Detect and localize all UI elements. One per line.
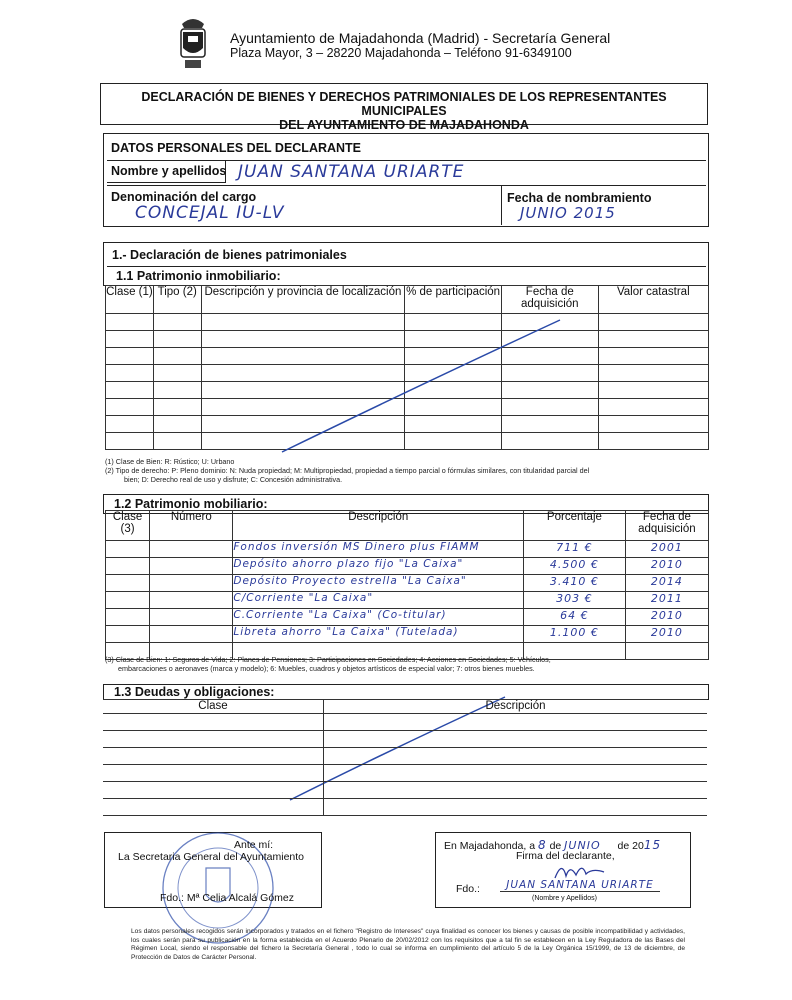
header-line2: Plaza Mayor, 3 – 28220 Majadahonda – Teléfono 91-6349100 bbox=[230, 46, 572, 60]
table-row bbox=[106, 541, 709, 558]
col-descripcion: Descripción bbox=[233, 511, 524, 541]
col-fecha: Fecha de adquisición bbox=[625, 511, 708, 541]
pct-cell: 3.410 € bbox=[524, 575, 626, 592]
table-row bbox=[106, 609, 709, 626]
fdo-label: Fdo.: bbox=[456, 883, 480, 895]
fecha-value: JUNIO 2015 bbox=[520, 204, 616, 222]
table-row bbox=[103, 748, 707, 765]
firma-label: Firma del declarante, bbox=[516, 850, 615, 862]
date-cell: 2010 bbox=[625, 609, 708, 626]
name-label: Nombre y apellidos bbox=[111, 164, 227, 178]
strike-line-1 bbox=[282, 320, 560, 452]
date-cell: 2010 bbox=[625, 626, 708, 643]
note-3: (3) Clase de Bien: 1: Seguros de Vida; 2: Planes de Pensiones; 3: Participaciones en Sociedades; 4: Acciones en Sociedades; 5: Vehículos, bbox=[105, 655, 551, 664]
date-cell: 2014 bbox=[625, 575, 708, 592]
date-de2: de 20 bbox=[617, 840, 644, 852]
footer-text: Los datos personales recogidos serán incorporados y tratados en el fichero "Registro de Intereses" cuya finalidad es conocer los bienes y causas de posible incompatibilidad y actividades, los cuales serán para su publicación en la forma establecida en el Acuerdo Plenario de 20/02/2012 con los requisitos que a tal fin se establecen en la Ley Reguladora de las Bases del Régimen Local, siendo el responsable del fichero la Secretaría General , todo lo cual se informa en cumplimiento del artículo 5 de la Ley Orgánica 15/1999, de 13 de diciembre, de Protección de Datos de Carácter Personal. bbox=[131, 928, 685, 961]
personal-heading: DATOS PERSONALES DEL DECLARANTE bbox=[111, 141, 362, 155]
date-de1: de bbox=[549, 840, 562, 852]
note-3b: embarcaciones o aeronaves (marca y modelo); 6: Muebles, cuadros y objetos artísticos de especial valor; 7: otros bienes muebles. bbox=[118, 664, 535, 673]
date-prefix: En Majadahonda, a bbox=[444, 840, 536, 852]
note-1: (1) Clase de Bien: R: Rústico; U: Urbano bbox=[105, 457, 235, 466]
pct-cell: 4.500 € bbox=[524, 558, 626, 575]
section13-heading: 1.3 Deudas y obligaciones: bbox=[114, 685, 275, 699]
pct-cell: 64 € bbox=[524, 609, 626, 626]
table-row bbox=[106, 626, 709, 643]
header-line1: Ayuntamiento de Majadahonda (Madrid) - Secretaría General bbox=[230, 30, 611, 46]
title-line2: DEL AYUNTAMIENTO DE MAJADAHONDA bbox=[279, 118, 529, 132]
pct-cell: 303 € bbox=[524, 592, 626, 609]
date-cell: 2011 bbox=[625, 592, 708, 609]
col-clase: Clase bbox=[103, 700, 324, 714]
secretaria-label: La Secretaria General del Ayuntamiento bbox=[118, 851, 305, 863]
col-porcentaje: Porcentaje bbox=[524, 511, 626, 541]
col-participacion: % de participación bbox=[405, 286, 502, 314]
table-row bbox=[103, 765, 707, 782]
col-clase: Clase (3) bbox=[106, 511, 150, 541]
desc-cell: C/Corriente "La Caixa" bbox=[233, 592, 524, 609]
cargo-value: CONCEJAL IU-LV bbox=[135, 203, 285, 223]
table-row bbox=[106, 558, 709, 575]
section1-heading: 1.- Declaración de bienes patrimoniales bbox=[112, 248, 347, 262]
date-year: 15 bbox=[643, 838, 662, 852]
fecha-label: Fecha de nombramiento bbox=[507, 191, 652, 205]
desc-cell: Depósito Proyecto estrella "La Caixa" bbox=[233, 575, 524, 592]
name-value: JUAN SANTANA URIARTE bbox=[238, 162, 465, 182]
col-clase: Clase (1) bbox=[106, 286, 154, 314]
col-fecha: Fecha de adquisición bbox=[501, 286, 598, 314]
secretaria-name: Fdo.: Mª Celia Alcalá Gómez bbox=[160, 892, 295, 904]
desc-cell: C.Corriente "La Caixa" (Co-titular) bbox=[233, 609, 524, 626]
note-2b: bien; D: Derecho real de uso y disfrute; C: Concesión administrativa. bbox=[124, 475, 343, 484]
pct-cell: 1.100 € bbox=[524, 626, 626, 643]
note-2: (2) Tipo de derecho: P: Pleno dominio: N: Nuda propiedad; M: Multipropiedad, propiedad a tiempo parcial o fórmulas similares, con titularidad parcial del bbox=[105, 466, 590, 475]
cargo-label: Denominación del cargo bbox=[111, 190, 257, 204]
desc-cell: Fondos inversión MS Dinero plus FIAMM bbox=[233, 541, 524, 558]
fdo-caption: (Nombre y Apellidos) bbox=[532, 895, 597, 902]
date-cell: 2001 bbox=[625, 541, 708, 558]
ante-mi: Ante mí: bbox=[234, 839, 274, 851]
table-row bbox=[103, 731, 707, 748]
table-row bbox=[103, 799, 707, 816]
fdo-value: JUAN SANTANA URIARTE bbox=[500, 879, 660, 892]
deudas-table bbox=[103, 699, 707, 816]
date-day: 8 bbox=[538, 838, 547, 852]
pct-cell: 711 € bbox=[524, 541, 626, 558]
table-row bbox=[103, 782, 707, 799]
table-row bbox=[106, 575, 709, 592]
desc-cell: Libreta ahorro "La Caixa" (Tutelada) bbox=[233, 626, 524, 643]
col-tipo: Tipo (2) bbox=[153, 286, 201, 314]
section12-heading: 1.2 Patrimonio mobiliario: bbox=[114, 497, 268, 511]
col-valor: Valor catastral bbox=[598, 286, 708, 314]
desc-cell: Depósito ahorro plazo fijo "La Caixa" bbox=[233, 558, 524, 575]
title-line1: DECLARACIÓN DE BIENES Y DERECHOS PATRIMONIALES DE LOS REPRESENTANTES MUNICIPALES bbox=[141, 90, 667, 118]
col-descripcion: Descripción y provincia de localización bbox=[201, 286, 405, 314]
col-numero: Número bbox=[150, 511, 233, 541]
section11-heading: 1.1 Patrimonio inmobiliario: bbox=[116, 269, 281, 283]
mobiliario-table bbox=[105, 510, 709, 660]
table-row bbox=[103, 714, 707, 731]
col-descripcion: Descripción bbox=[324, 700, 708, 714]
date-cell: 2010 bbox=[625, 558, 708, 575]
date-month: JUNIO bbox=[564, 839, 601, 852]
table-row bbox=[106, 592, 709, 609]
